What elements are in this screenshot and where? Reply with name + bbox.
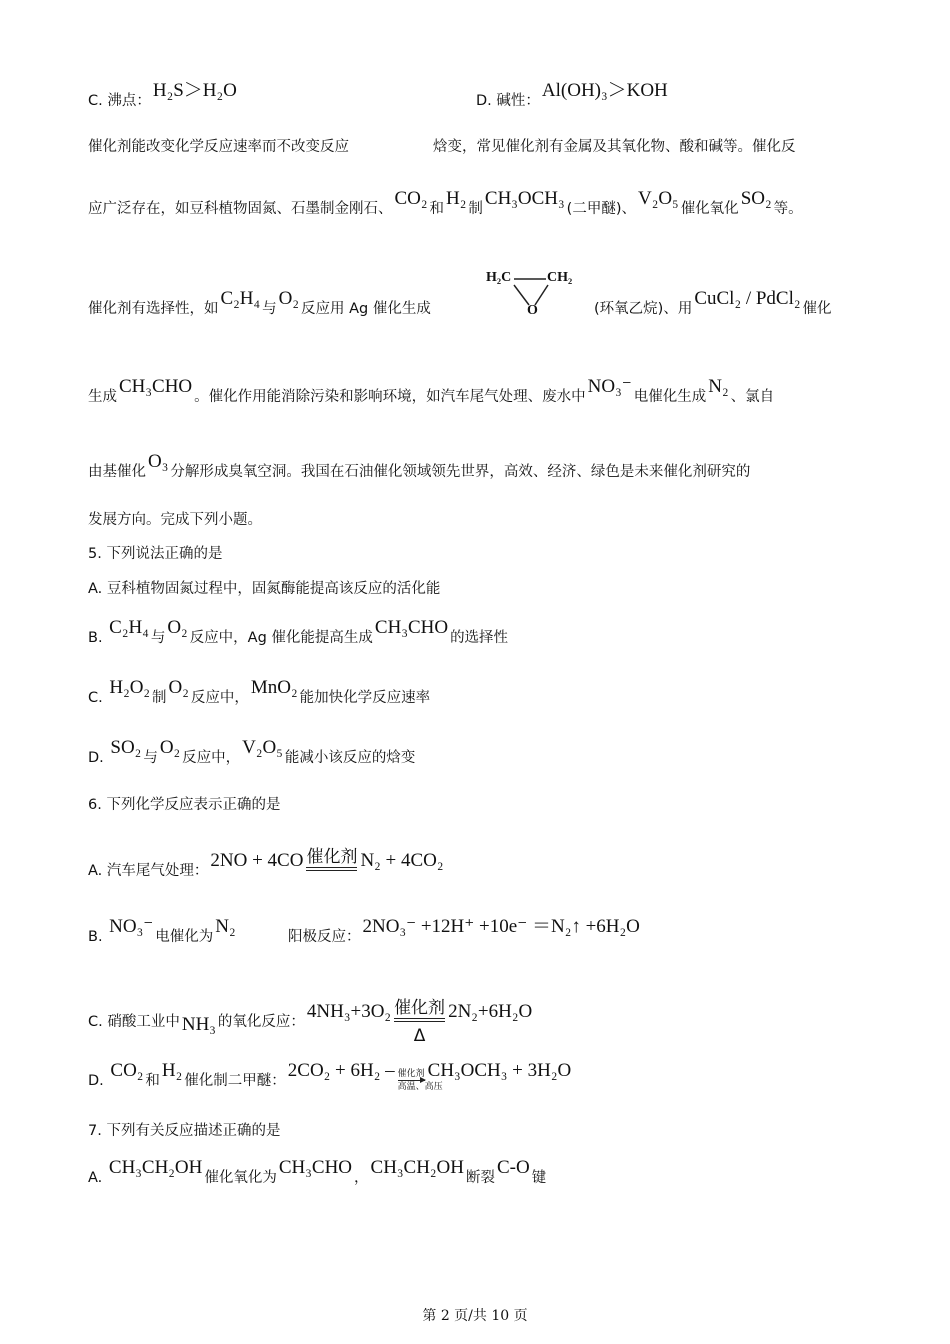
text-segment: 发展方向。完成下列小题。	[88, 512, 262, 528]
text-segment: 与	[262, 301, 277, 317]
text-segment: 与	[143, 750, 158, 766]
reaction-arrow	[397, 1069, 443, 1092]
chemical-formula: O₃	[148, 451, 169, 472]
chemical-formula: N₂ + 4CO₂	[360, 850, 444, 871]
chemical-formula: V₂O₅	[242, 737, 283, 758]
text-segment: A. 豆科植物固氮过程中，固氮酶能提高该反应的活化能	[88, 581, 441, 597]
chemical-formula: NO₃⁻	[587, 376, 632, 397]
text-segment: 制	[152, 690, 167, 706]
chemical-formula: 2NO + 4CO	[210, 850, 304, 871]
chemical-formula: SO₂	[110, 737, 142, 758]
text-segment: 能减小该反应的焓变	[284, 750, 416, 766]
chemical-formula: N₂	[215, 916, 236, 937]
text-line	[88, 579, 440, 599]
text-segment: 的氧化反应：	[217, 1014, 305, 1030]
chemical-formula: CH₃CH₂OH	[370, 1157, 464, 1178]
text-line	[88, 1157, 547, 1188]
text-segment: 与	[150, 630, 166, 646]
text-segment: 催化剂有选择性，如	[88, 301, 219, 317]
chemical-formula: CH₃CHO	[278, 1157, 353, 1178]
text-line	[88, 677, 431, 708]
text-segment: (环氧乙烷)、用	[594, 301, 693, 317]
reaction-bar	[394, 1018, 445, 1022]
chemical-formula: 2CO₂ + 6H₂ –	[287, 1060, 395, 1081]
chemical-formula: H₂S＞H₂O	[152, 80, 237, 101]
text-segment: 生成	[88, 389, 117, 405]
text-segment: 反应中，Ag 催化能提高生成	[189, 630, 373, 646]
text-segment: C. 沸点：	[88, 93, 151, 109]
text-segment: C.	[88, 690, 108, 706]
chemical-formula: H₂	[446, 188, 467, 209]
text-segment: 反应中，	[182, 750, 241, 766]
reaction-condition-top: 催化剂	[394, 998, 446, 1018]
chemical-formula: V₂O₅	[637, 188, 679, 209]
chemical-formula: O₂	[159, 737, 181, 758]
chemical-formula: 4NH₃+3O₂	[306, 1001, 392, 1022]
text-line	[88, 998, 534, 1046]
text-line	[88, 795, 280, 815]
epoxide-oxygen: O	[527, 303, 538, 318]
text-segment: 。催化作用能消除污染和影响环境，如汽车尾气处理、废水中	[194, 389, 586, 405]
text-line	[88, 80, 239, 111]
chemical-formula: O₂	[168, 677, 189, 698]
chemical-formula: H₂	[161, 1060, 183, 1081]
text-line	[88, 737, 416, 768]
reaction-condition-top: 催化剂	[306, 847, 358, 867]
text-line	[433, 137, 796, 157]
chemical-formula: C₂H₄	[109, 617, 149, 638]
text-segment: B.	[88, 929, 108, 945]
text-segment: 催化氧化	[680, 201, 739, 217]
chemical-formula: NH₃	[181, 1014, 216, 1035]
text-segment: 和	[145, 1073, 160, 1089]
epoxide-left-group: H₂C	[486, 270, 512, 285]
chemical-formula: O₂	[167, 617, 188, 638]
text-segment: 阳极反应：	[288, 929, 361, 945]
chemical-formula: 2N₂+6H₂O	[448, 1001, 533, 1022]
text-segment: 5. 下列说法正确的是	[88, 546, 223, 562]
reaction-condition-top: 催化剂	[397, 1069, 425, 1079]
chemical-formula: CO₂	[110, 1060, 144, 1081]
text-segment: 电催化生成	[633, 389, 707, 405]
text-segment: 应广泛存在，如豆科植物固氮、石墨制金刚石、	[88, 201, 393, 217]
reaction-condition-bottom: Δ	[413, 1026, 426, 1046]
chemical-formula: CO₂	[394, 188, 428, 209]
text-segment: D.	[88, 1073, 109, 1089]
chemical-formula: CH₃OCH₃ + 3H₂O	[427, 1060, 572, 1081]
text-line	[88, 1121, 280, 1141]
text-line	[88, 376, 775, 407]
text-line	[476, 80, 670, 111]
text-segment: B.	[88, 630, 108, 646]
reaction-equals-sign	[306, 848, 357, 881]
text-line	[88, 617, 509, 648]
reaction-equals-sign	[394, 998, 446, 1046]
text-segment: C. 硝酸工业中	[88, 1014, 180, 1030]
reaction-bar	[306, 867, 357, 871]
text-line	[88, 1060, 573, 1092]
text-segment: 能加快化学反应速率	[299, 690, 431, 706]
text-line	[88, 188, 803, 219]
text-segment: 7. 下列有关反应描述正确的是	[88, 1123, 281, 1139]
text-line	[88, 544, 222, 564]
text-segment: 制	[468, 201, 483, 217]
reaction-condition-bottom: 高温、高压	[397, 1082, 443, 1092]
chemical-formula: CuCl₂ / PdCl₂	[694, 288, 801, 309]
text-segment: 断裂	[466, 1170, 495, 1186]
text-line	[88, 137, 349, 157]
text-line	[88, 916, 238, 947]
chemical-formula: CH₃CHO	[119, 376, 193, 397]
text-segment: 催化制二甲醚：	[184, 1073, 286, 1089]
chemical-formula: C-O	[497, 1157, 530, 1178]
epoxide-right-group: CH₂	[547, 270, 573, 285]
text-segment: 和	[429, 201, 445, 217]
chemical-formula: N₂	[708, 376, 729, 397]
chemical-formula: CH₃OCH₃	[484, 188, 565, 209]
text-segment: D.	[88, 750, 109, 766]
text-segment: 分解形成臭氧空洞。我国在石油催化领域领先世界，高效、经济、绿色是未来催化剂研究的	[170, 464, 751, 480]
reaction-bar	[398, 1080, 425, 1081]
text-line	[88, 848, 446, 881]
text-line	[288, 916, 642, 947]
chemical-formula: CH₃CH₂OH	[108, 1157, 203, 1178]
text-segment: 催化剂能改变化学反应速率而不改变反应	[88, 139, 349, 155]
chemical-formula: CH₃CHO	[374, 617, 449, 638]
text-segment: A. 汽车尾气处理：	[88, 863, 209, 879]
text-segment: 反应中，	[190, 690, 249, 706]
text-segment: 焓变，常见催化剂有金属及其氧化物、酸和碱等。催化反	[433, 139, 796, 155]
text-line	[88, 510, 262, 530]
text-segment: 由基催化	[88, 464, 146, 480]
text-segment: 等。	[773, 201, 803, 217]
chemical-formula: O₂	[278, 288, 300, 309]
text-segment: D. 碱性：	[476, 93, 540, 109]
chemical-formula: H₂O₂	[109, 677, 151, 698]
text-segment: 、氯自	[730, 389, 775, 405]
chemical-formula: Al(OH)₃＞KOH	[541, 80, 668, 101]
text-segment: 催化氧化为	[204, 1170, 277, 1186]
text-segment: (二甲醚)、	[566, 201, 636, 217]
chemical-formula: SO₂	[740, 188, 772, 209]
text-line	[88, 288, 431, 319]
text-segment: ，	[354, 1170, 369, 1186]
text-segment: 反应用 Ag 催化生成	[301, 301, 431, 317]
epoxide-structure-diagram	[484, 265, 580, 321]
page-footer: 第 2 页/共 10 页	[422, 1308, 528, 1324]
chemical-formula: NO₃⁻	[109, 916, 154, 937]
text-line	[594, 288, 832, 319]
text-segment: A.	[88, 1170, 107, 1186]
text-segment: 6. 下列化学反应表示正确的是	[88, 797, 281, 813]
chemical-formula: C₂H₄	[220, 288, 261, 309]
chemical-formula: 2NO₃⁻ +12H⁺ +10e⁻ ＝N₂↑ +6H₂O	[362, 916, 640, 937]
text-segment: 催化	[802, 301, 832, 317]
text-segment: 电催化为	[155, 929, 214, 945]
chemical-formula: MnO₂	[250, 677, 298, 698]
text-segment: 的选择性	[450, 630, 509, 646]
text-segment: 键	[531, 1170, 547, 1186]
text-line	[88, 451, 751, 482]
